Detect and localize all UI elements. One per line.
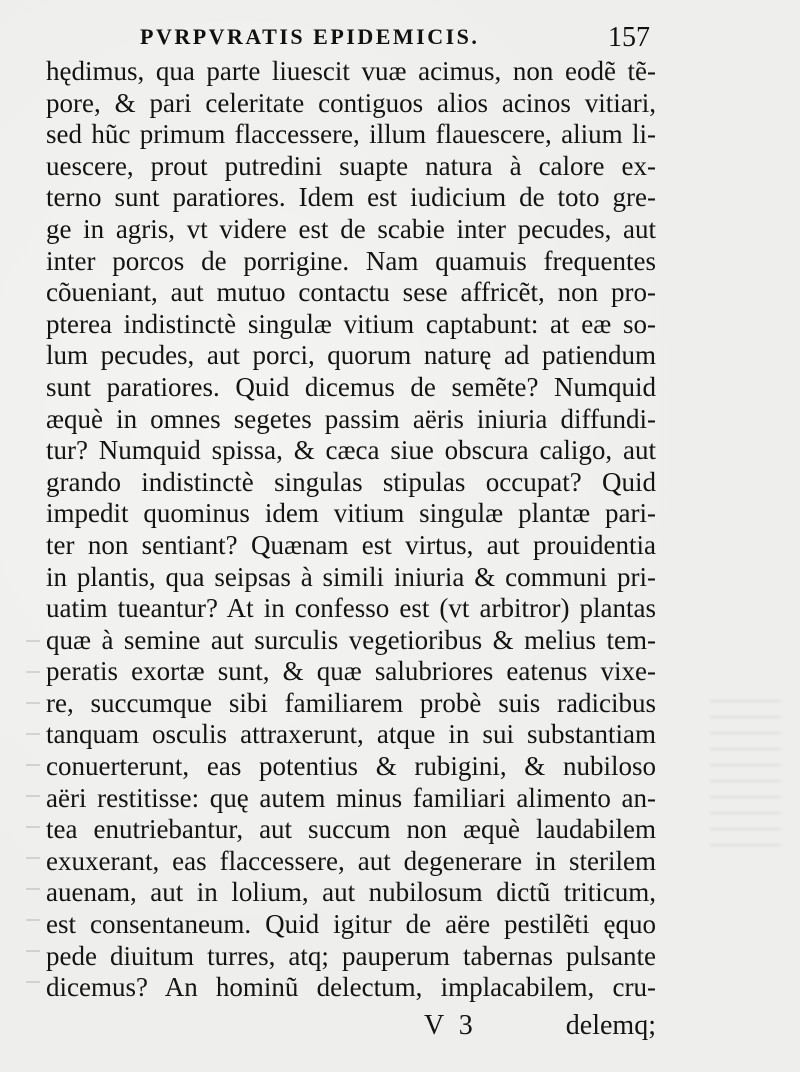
text-line: lum pecudes, aut porci, quorum naturę ad patiendum — [46, 340, 656, 371]
signature-mark: V 3 — [424, 1010, 477, 1041]
text-line: æquè in omnes segetes passim aëris iniuria diffundi- — [46, 403, 656, 434]
text-line: tur? Numquid spissa, & cæca siue obscura caligo, aut — [46, 435, 656, 466]
text-line: impedit quominus idem vitium singulæ plantæ pari- — [46, 498, 656, 529]
text-line: exuxerant, eas flaccessere, aut degenerare in sterilem — [46, 845, 656, 876]
text-line: pterea indistinctè singulæ vitium captabunt: at eæ so- — [46, 308, 656, 339]
text-line: est consentaneum. Quid igitur de aëre pestilẽti ęquo — [46, 909, 656, 940]
page-header — [140, 22, 650, 52]
text-line: peratis exortæ sunt, & quæ salubriores eatenus vixe- — [46, 656, 656, 687]
text-line: uescere, prout putredini suapte natura à calore ex- — [46, 150, 656, 181]
body-text — [46, 56, 656, 1004]
text-line: cõueniant, aut mutuo contactu sese affricẽt, non pro- — [46, 277, 656, 308]
text-line: pede diuitum turres, atq; pauperum tabernas pulsante — [46, 940, 656, 971]
text-line: sed hũc primum flaccessere, illum flauescere, alium li- — [46, 119, 656, 150]
text-line: hędimus, qua parte liuescit vuæ acimus, non eodẽ tẽ- — [46, 56, 656, 86]
text-line: inter porcos de porrigine. Nam quamuis frequentes — [46, 245, 656, 276]
text-line: grando indistinctè singulas stipulas occupat? Quid — [46, 466, 656, 497]
page-footer — [46, 1010, 656, 1050]
text-line: conuerterunt, eas potentius & rubigini, & nubiloso — [46, 751, 656, 782]
text-line: terno sunt paratiores. Idem est iudicium de toto gre- — [46, 182, 656, 213]
text-line: ge in agris, vt videre est de scabie inter pecudes, aut — [46, 213, 656, 244]
text-line: tanquam osculis attraxerunt, atque in sui substantiam — [46, 719, 656, 750]
text-line: auenam, aut in lolium, aut nubilosum dictũ triticum, — [46, 877, 656, 908]
text-line: ter non sentiant? Quænam est virtus, aut prouidentia — [46, 529, 656, 560]
text-line: in plantis, qua seipsas à simili iniuria & communi pri- — [46, 561, 656, 592]
text-line: aëri restitisse: quę autem minus familiari alimento an- — [46, 782, 656, 813]
text-line: re, succumque sibi familiarem probè suis radicibus — [46, 687, 656, 718]
text-line: sunt paratiores. Quid dicemus de semẽte? Numquid — [46, 371, 656, 402]
margin-marks — [26, 640, 40, 1000]
page-number: 157 — [608, 22, 650, 53]
text-line: quæ à semine aut surculis vegetioribus & melius tem- — [46, 624, 656, 655]
text-line: tea enutriebantur, aut succum non æquè laudabilem — [46, 814, 656, 845]
text-line: dicemus? An hominũ delectum, implacabilem, cru- — [46, 972, 656, 1003]
catchword: delemq; — [565, 1010, 656, 1041]
show-through-bleed — [710, 700, 780, 850]
running-head: PVRPVRATIS EPIDEMICIS. — [140, 24, 480, 49]
text-line: uatim tueantur? At in confesso est (vt arbitror) plantas — [46, 593, 656, 624]
text-line: pore, & pari celeritate contiguos alios acinos vitiari, — [46, 87, 656, 118]
